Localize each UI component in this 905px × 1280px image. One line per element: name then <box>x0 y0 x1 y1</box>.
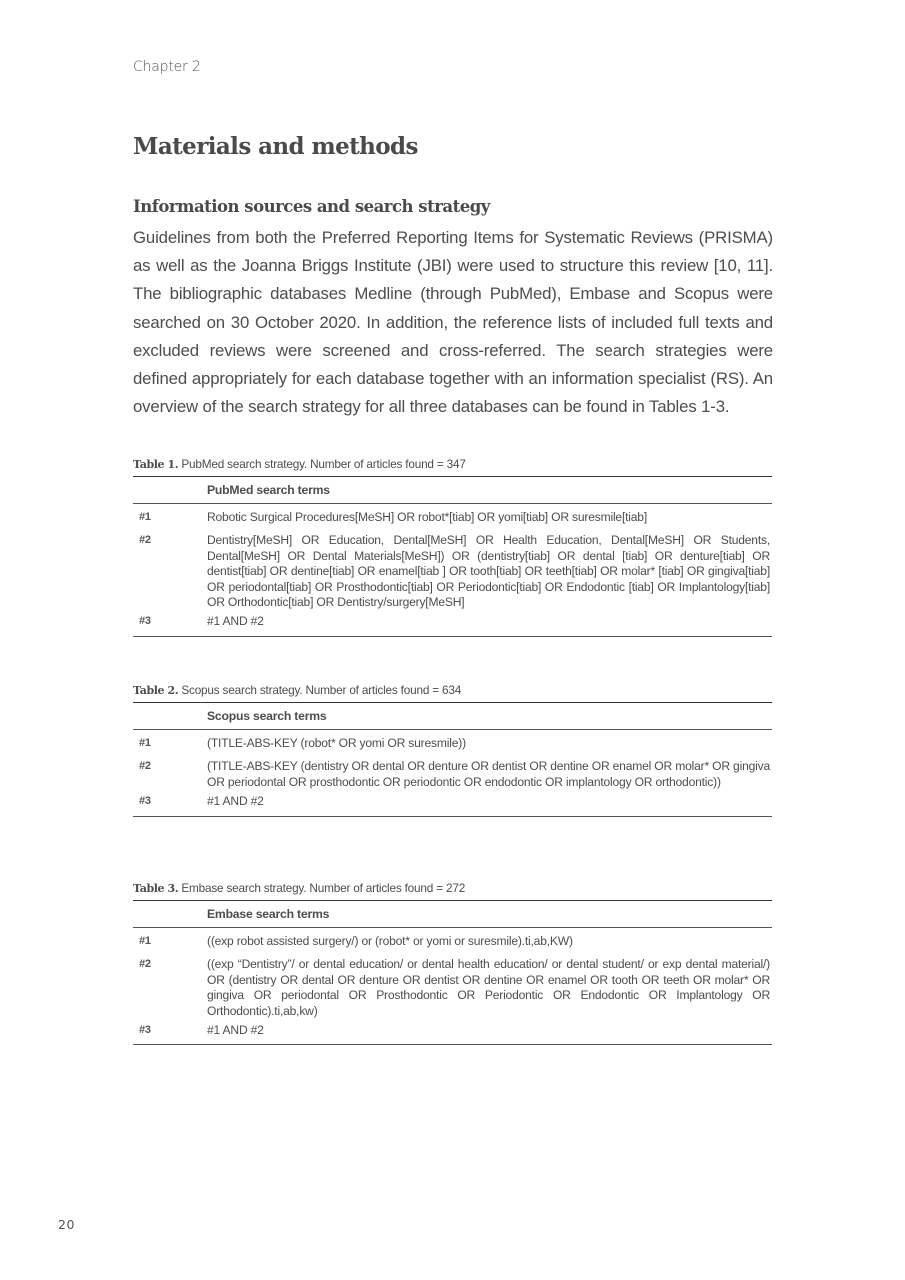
table-3-embase <box>133 879 772 1045</box>
table-caption-text: Embase search strategy. Number of articles found = 272 <box>178 881 466 895</box>
table-caption <box>133 879 772 900</box>
row-terms: #1 AND #2 <box>207 1023 772 1045</box>
table-header-row <box>133 901 772 928</box>
table-label: Table 3. <box>133 882 179 895</box>
row-number: #2 <box>139 958 151 971</box>
header-terms-cell: Embase search terms <box>207 901 772 928</box>
table-row <box>133 957 772 1023</box>
table-label: Table 1. <box>133 458 179 471</box>
row-terms: (TITLE-ABS-KEY (dentistry OR dental OR denture OR dentist OR dentine OR enamel OR molar* OR gingiva OR periodontal OR prosthodontic OR periodontic OR endodontic OR implantology OR orthodontic)) <box>207 759 770 789</box>
table-row <box>133 533 772 614</box>
header-terms-cell: PubMed search terms <box>207 477 772 504</box>
page-number: 20 <box>58 1217 75 1232</box>
row-terms: ((exp “Dentistry”/ or dental education/ or dental health education/ or dental student/ or exp dental material/) OR (dentistry OR dental OR denture OR dentist OR dentine OR enamel OR tooth OR teeth OR molar* OR gingiva OR periodontal OR Prosthodontic OR Periodontic OR Endodontic OR Implantology OR Orthodontic).ti,ab,kw) <box>207 957 770 1018</box>
row-terms: (TITLE-ABS-KEY (robot* OR yomi OR suresmile)) <box>207 736 466 750</box>
search-table <box>133 702 772 817</box>
running-head: Chapter 2 <box>133 59 201 75</box>
table-row <box>133 504 772 534</box>
table-row <box>133 1023 772 1045</box>
table-row <box>133 759 772 794</box>
header-num-cell <box>133 477 207 504</box>
row-terms: ((exp robot assisted surgery/) or (robot* or yomi or suresmile).ti,ab,KW) <box>207 934 573 948</box>
header-num-cell <box>133 703 207 730</box>
row-number: #1 <box>139 511 151 523</box>
table-row <box>133 614 772 636</box>
row-number: #2 <box>139 760 151 773</box>
row-number: #1 <box>139 737 151 749</box>
row-terms: Dentistry[MeSH] OR Education, Dental[MeSH] OR Health Education, Dental[MeSH] OR Students, Dental[MeSH] OR Dental Materials[MeSH]) OR (dentistry[tiab] OR dental [tiab] OR denture[tiab] OR dentist[tiab] OR dentine[tiab] OR enamel[tiab ] OR tooth[tiab] OR teeth[tiab] OR molar* [tiab] OR gingiva[tiab] OR periodontal[tiab] OR Prosthodontic[tiab] OR Periodontic[tiab] OR Endodontic [tiab] OR Implantology[tiab] OR Orthodontic[tiab] OR Dentistry/surgery[MeSH] <box>207 533 770 610</box>
table-header-row <box>133 703 772 730</box>
page-title: Materials and methods <box>133 133 418 160</box>
row-number: #3 <box>133 794 207 816</box>
table-2-scopus <box>133 681 772 817</box>
body-paragraph: Guidelines from both the Preferred Reporting Items for Systematic Reviews (PRISMA) as well as the Joanna Briggs Institute (JBI) were used to structure this review [10, 11]. The bibliographic databases Medline (through PubMed), Embase and Scopus were searched on 30 October 2020. In addition, the reference lists of included full texts and excluded reviews were screened and cross-referred. The search strategies were defined appropriately for each database together with an information specialist (RS). An overview of the search strategy for all three databases can be found in Tables 1-3. <box>133 228 773 417</box>
search-table <box>133 476 772 637</box>
table-header-row <box>133 477 772 504</box>
table-caption <box>133 455 772 476</box>
row-terms: #1 AND #2 <box>207 794 772 816</box>
row-number: #3 <box>133 1023 207 1045</box>
table-caption-text: Scopus search strategy. Number of articles found = 634 <box>178 683 462 697</box>
row-number: #3 <box>133 614 207 636</box>
section-heading: Information sources and search strategy <box>133 197 490 216</box>
row-number: #2 <box>139 534 151 547</box>
header-terms-cell: Scopus search terms <box>207 703 772 730</box>
table-row <box>133 928 772 958</box>
row-terms: Robotic Surgical Procedures[MeSH] OR robot*[tiab] OR yomi[tiab] OR suresmile[tiab] <box>207 510 647 524</box>
row-terms: #1 AND #2 <box>207 614 772 636</box>
table-caption <box>133 681 772 702</box>
table-caption-text: PubMed search strategy. Number of articles found = 347 <box>178 457 466 471</box>
table-row <box>133 730 772 760</box>
table-label: Table 2. <box>133 684 179 697</box>
table-row <box>133 794 772 816</box>
header-num-cell <box>133 901 207 928</box>
table-1-pubmed <box>133 455 772 637</box>
search-table <box>133 900 772 1045</box>
row-number: #1 <box>139 935 151 947</box>
